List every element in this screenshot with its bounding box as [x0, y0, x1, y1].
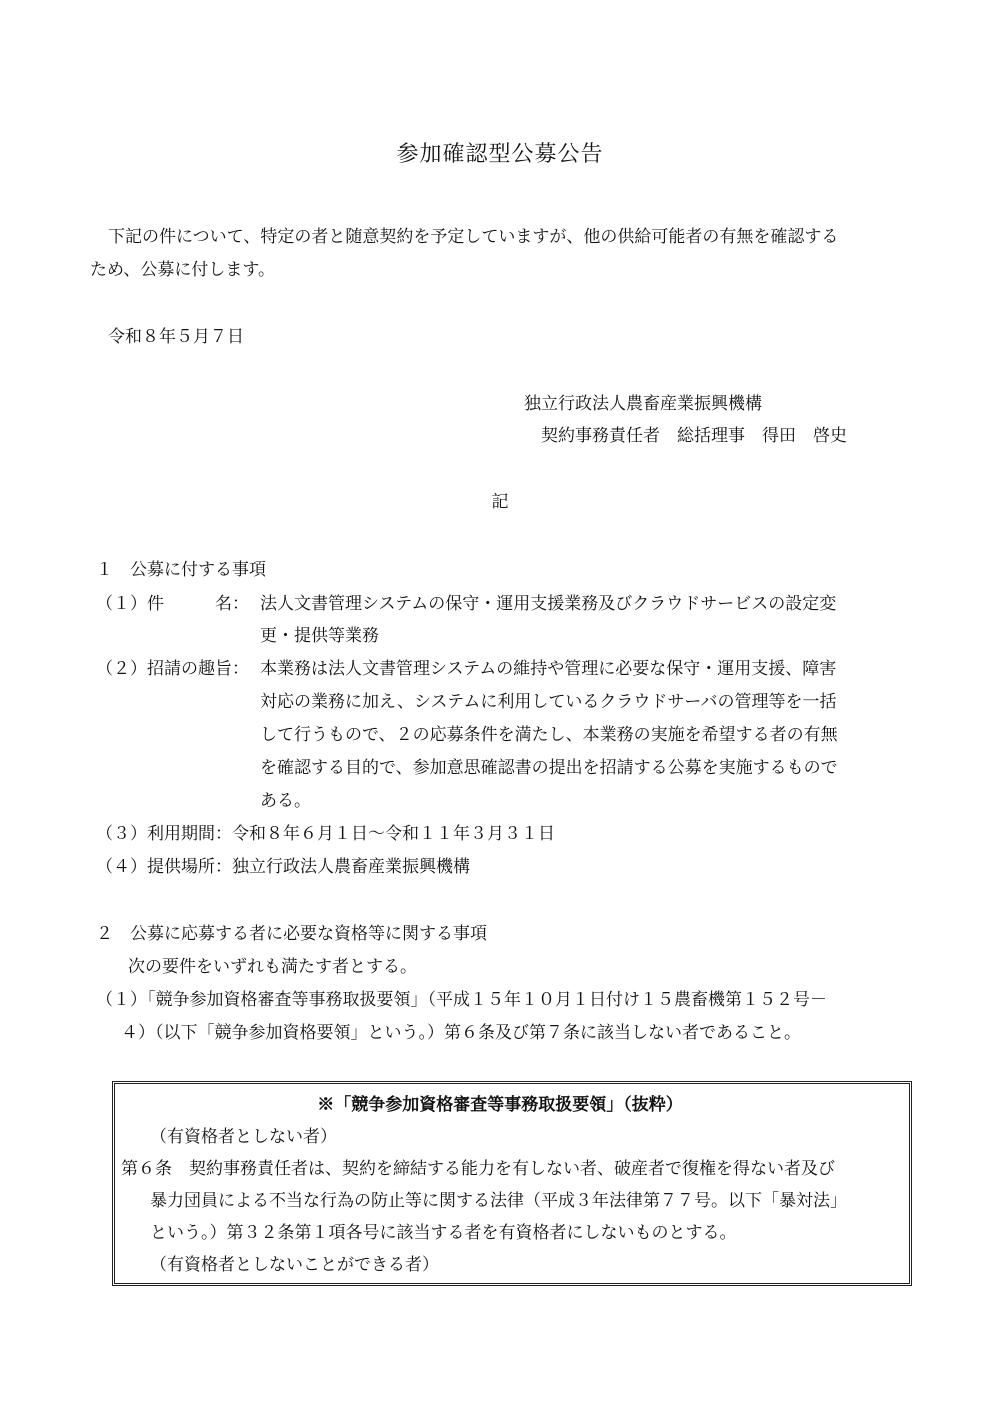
intro-line-2: ため、公募に付します。	[90, 260, 275, 280]
notice-date: 令和８年５月７日	[108, 327, 244, 347]
issuer-organization: 独立行政法人農畜産業振興機構	[524, 394, 762, 414]
excerpt-subheading-1: （有資格者としない者）	[150, 1127, 337, 1147]
item-2-line-5: ある。	[260, 791, 311, 811]
excerpt-title: ※「競争参加資格審査等事務取扱要領」（抜粋）	[317, 1095, 683, 1115]
item-2-line-4: を確認する目的で、参加意思確認書の提出を招請する公募を実施するもので	[260, 758, 838, 778]
excerpt-subheading-2: （有資格者としないことができる者）	[150, 1255, 439, 1275]
issuer-officer: 契約事務責任者 総括理事 得田 啓史	[541, 426, 847, 446]
item-4: （４）提供場所：独立行政法人農畜産業振興機構	[96, 857, 470, 877]
item-1-line-1: 法人文書管理システムの保守・運用支援業務及びクラウドサービスの設定変	[260, 594, 837, 614]
item-3: （３）利用期間：令和８年６月１日～令和１１年３月３１日	[96, 824, 555, 844]
section-2-heading: ２ 公募に応募する者に必要な資格等に関する事項	[96, 924, 487, 944]
excerpt-article-6-line-1: 第６条 契約事務責任者は、契約を締結する能力を有しない者、破産者で復権を得ない者及び	[121, 1159, 835, 1179]
section-2-lead: 次の要件をいずれも満たす者とする。	[128, 957, 417, 977]
item-2-label: （２）招請の趣旨：	[96, 659, 249, 679]
section-2-item-1-line-1: （１）「競争参加資格審査等事務取扱要領」（平成１５年１０月１日付け１５農畜機第１５２号－	[96, 990, 827, 1010]
item-1-line-2: 更・提供等業務	[260, 626, 379, 646]
intro-line-1: 下記の件について、特定の者と随意契約を予定していますが、他の供給可能者の有無を確認する	[108, 227, 839, 247]
page-title: 参加確認型公募公告	[396, 142, 604, 167]
item-1-label: （１）件 名：	[96, 594, 249, 614]
section-1-heading: １ 公募に付する事項	[96, 560, 266, 580]
item-2-line-1: 本業務は法人文書管理システムの維持や管理に必要な保守・運用支援、障害	[260, 659, 837, 679]
excerpt-article-6-line-2: 暴力団員による不当な行為の防止等に関する法律（平成３年法律第７７号。以下「暴対法」	[150, 1191, 847, 1211]
ki-heading: 記	[491, 492, 509, 512]
excerpt-article-6-line-3: という。）第３２条第１項各号に該当する者を有資格者にしないものとする。	[150, 1223, 737, 1243]
section-2-item-1-line-2: ４）（以下「競争参加資格要領」という。）第６条及び第７条に該当しない者であること。	[121, 1023, 801, 1043]
item-2-line-2: 対応の業務に加え、システムに利用しているクラウドサーバの管理等を一括	[260, 692, 837, 712]
item-2-line-3: して行うもので、２の応募条件を満たし、本業務の実施を希望する者の有無	[260, 725, 838, 745]
